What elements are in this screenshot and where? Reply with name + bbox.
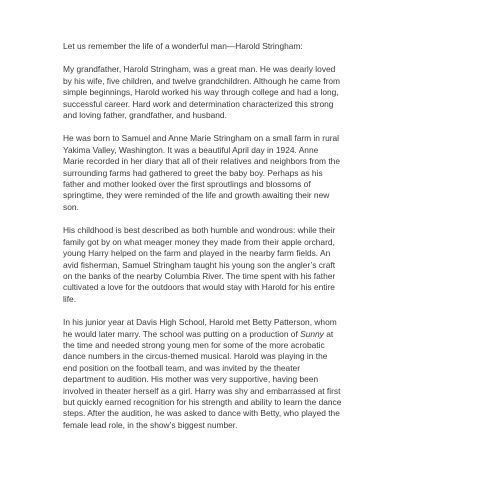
paragraph-3 [63, 225, 445, 305]
paragraph-line: female lead role, in the show’s biggest number. [63, 419, 238, 430]
paragraph-line: family got by on what meager money they made from their apple orchard, [63, 236, 335, 247]
paragraph-line: life. [63, 293, 77, 304]
paragraph-line: surrounding farms had gathered to greet the baby boy. Perhaps as his [63, 167, 323, 178]
paragraph-line: by his wife, five children, and twelve grandchildren. Although he came from [63, 75, 340, 86]
paragraph-line: My grandfather, Harold Stringham, was a great man. He was dearly loved [63, 64, 336, 75]
paragraph-line: dance numbers in the circus-themed musical. Harold was playing in the [63, 351, 328, 362]
paragraph-line: the time and needed strong young men for some of the more acrobatic [63, 339, 325, 350]
document-page [63, 41, 445, 431]
paragraph-line: young Harry helped on the farm and played in the nearby farm fields. An [63, 248, 331, 259]
paragraph-line: department to audition. His mother was very supportive, having been [63, 374, 319, 385]
paragraph-line: In his junior year at Davis High School, Harold met Betty Patterson, whom [63, 317, 337, 328]
paragraph-line: simple beginnings, Harold worked his way through college and had a long, [63, 87, 339, 98]
paragraph-line: successful career. Hard work and determination characterized this strong [63, 98, 334, 109]
paragraph-line: avid fisherman, Samuel Stringham taught his young son the angler’s craft [63, 259, 336, 270]
paragraph-line: Marie recorded in her diary that all of their relatives and neighbors from the [63, 156, 340, 167]
paragraph-line: father and mother looked over the first sproutlings and blossoms of [63, 179, 311, 190]
paragraph-line: but quickly earned recognition for his strength and ability to learn the dance [63, 396, 342, 407]
paragraph-line: His childhood is best described as both humble and wondrous: while their [63, 225, 336, 236]
paragraph-4 [63, 317, 445, 431]
paragraph-line: cultivated a love for the outdoors that would stay with Harold for his entire [63, 282, 335, 293]
paragraph-line: steps. After the audition, he was asked to dance with Betty, who played the [63, 408, 340, 419]
paragraph-line: and loving father, grandfather, and husband. [63, 110, 227, 121]
paragraph-line: involved in theater herself as a girl. Harry was shy and embarrassed at first [63, 385, 341, 396]
paragraph-2 [63, 133, 445, 213]
paragraph-line: springtime, they were reminded of the life and growth awaiting their new [63, 190, 330, 201]
paragraph-line: end position on the football team, and was invited by the theater [63, 362, 300, 373]
intro-line: Let us remember the life of a wonderful man—Harold Stringham: [63, 41, 303, 51]
line-text: he would later marry. The school was putting on a production of [63, 328, 301, 339]
paragraph-line: son. [63, 201, 79, 212]
paragraph-line [63, 329, 445, 340]
line-text: at [323, 328, 334, 339]
paragraph-line: Yakima Valley, Washington. It was a beautiful April day in 1924. Anne [63, 144, 319, 155]
paragraph-line: He was born to Samuel and Anne Marie Stringham on a small farm in rural [63, 133, 340, 144]
paragraph-1 [63, 64, 445, 121]
paragraph-line: on the banks of the nearby Columbia River. The time spent with his father [63, 270, 336, 281]
musical-title: Sunny [300, 328, 324, 339]
